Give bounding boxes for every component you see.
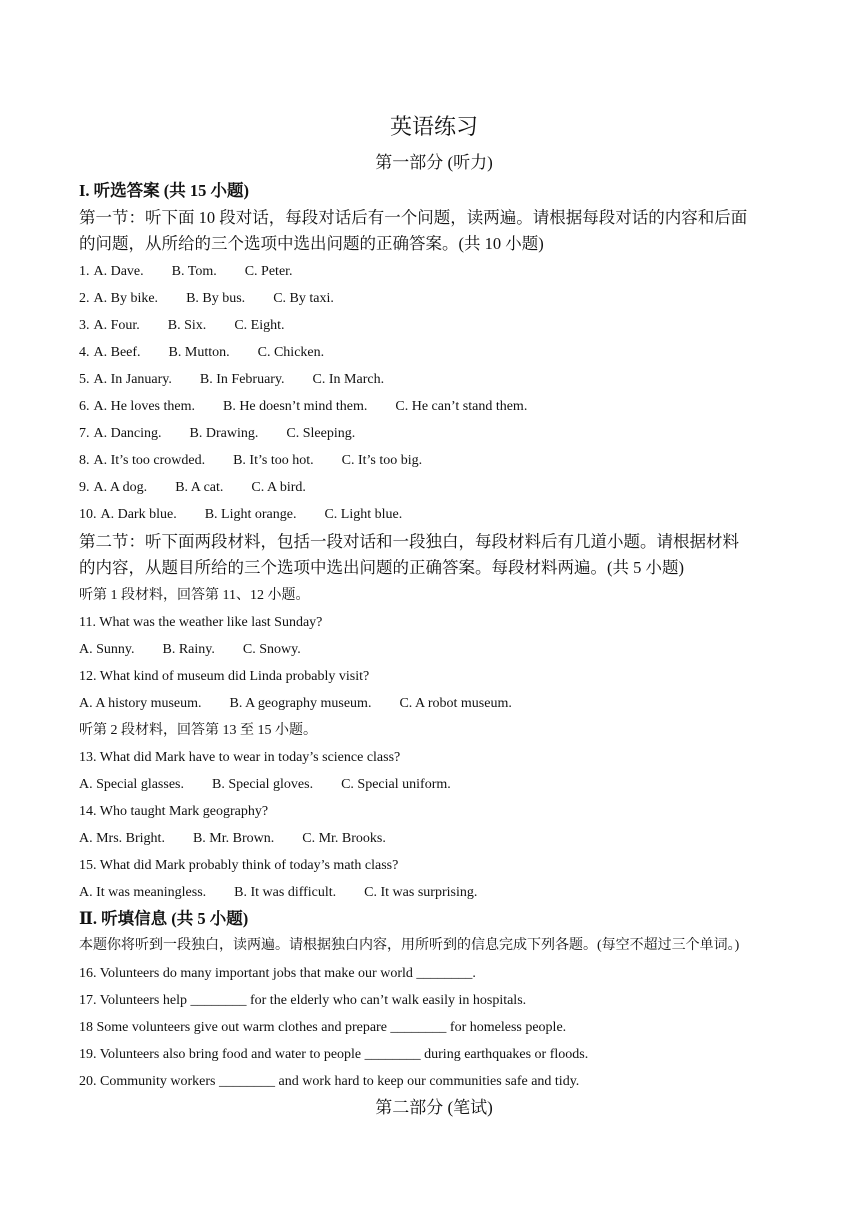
option[interactable]: B. Six. <box>167 318 207 333</box>
mcq-row <box>79 424 355 444</box>
part2-title: 第二部分 (笔试) <box>375 1098 493 1117</box>
question-number: 10. <box>79 507 97 522</box>
question-number: 1. <box>79 264 90 279</box>
question-number: 8. <box>79 453 90 468</box>
section1-intro2-line2: 的内容，从题目所给的三个选项中选出问题的正确答案。每段材料两遍。(共 5 小题) <box>79 558 684 577</box>
option[interactable]: C. Chicken. <box>257 345 325 360</box>
mcq-row <box>79 262 293 282</box>
option[interactable]: B. It’s too hot. <box>233 453 314 468</box>
option[interactable]: A. Dave. <box>93 264 144 279</box>
mcq-row <box>79 505 402 525</box>
fill-item-16: 16. Volunteers do many important jobs that make our world ________. <box>79 966 476 981</box>
question-15: 15. What did Mark probably think of today’s math class? <box>79 858 399 873</box>
fill-item-19: 19. Volunteers also bring food and water to people ________ during earthquakes or floods. <box>79 1047 589 1062</box>
option[interactable]: B. Special gloves. <box>211 777 314 792</box>
option[interactable]: A. By bike. <box>93 291 159 306</box>
question-14: 14. Who taught Mark geography? <box>79 804 269 819</box>
option[interactable]: B. By bus. <box>186 291 246 306</box>
option[interactable]: C. Eight. <box>234 318 285 333</box>
option[interactable]: A. It was meaningless. <box>79 885 207 900</box>
mcq-row <box>79 316 284 336</box>
material2-instruction: 听第 2 段材料，回答第 13 至 15 小题。 <box>79 723 317 738</box>
section2-heading: Ⅱ. 听填信息 (共 5 小题) <box>79 909 249 928</box>
part1-title: 第一部分 (听力) <box>375 153 493 172</box>
question-11-options <box>79 640 301 660</box>
mcq-row <box>79 397 527 417</box>
option[interactable]: B. A cat. <box>175 480 224 495</box>
option[interactable]: B. Mutton. <box>168 345 230 360</box>
option[interactable]: C. Snowy. <box>242 642 301 657</box>
question-number: 6. <box>79 399 90 414</box>
option[interactable]: C. Light blue. <box>324 507 403 522</box>
option[interactable]: A. He loves them. <box>93 399 195 414</box>
option[interactable]: A. In January. <box>93 372 172 387</box>
page-title: 英语练习 <box>389 114 478 139</box>
option[interactable]: A. A history museum. <box>79 696 202 711</box>
section1-intro-line1: 第一节：听下面 10 段对话，每段对话后有一个问题，读两遍。请根据每段对话的内容和后面 <box>79 208 748 227</box>
mcq-row <box>79 451 422 471</box>
fill-item-17: 17. Volunteers help ________ for the elderly who can’t walk easily in hospitals. <box>79 993 527 1008</box>
option[interactable]: B. Mr. Brown. <box>192 831 275 846</box>
mcq-row <box>79 343 324 363</box>
option[interactable]: C. He can’t stand them. <box>395 399 528 414</box>
option[interactable]: A. Dark blue. <box>100 507 177 522</box>
question-number: 9. <box>79 480 90 495</box>
option[interactable]: B. Rainy. <box>162 642 215 657</box>
option[interactable]: B. It was difficult. <box>234 885 337 900</box>
question-13: 13. What did Mark have to wear in today’s science class? <box>79 750 401 765</box>
option[interactable]: A. Mrs. Bright. <box>79 831 165 846</box>
section1-heading: I. 听选答案 (共 15 小题) <box>79 181 250 200</box>
option[interactable]: B. In February. <box>199 372 285 387</box>
option[interactable]: A. A dog. <box>93 480 148 495</box>
question-number: 7. <box>79 426 90 441</box>
option[interactable]: B. Light orange. <box>204 507 297 522</box>
option[interactable]: B. He doesn’t mind them. <box>222 399 368 414</box>
option[interactable]: B. A geography museum. <box>229 696 372 711</box>
mcq-row <box>79 289 334 309</box>
question-14-options <box>79 829 386 849</box>
question-15-options <box>79 883 477 903</box>
option[interactable]: C. By taxi. <box>273 291 334 306</box>
question-number: 4. <box>79 345 90 360</box>
question-13-options <box>79 775 451 795</box>
option[interactable]: A. Beef. <box>93 345 141 360</box>
option[interactable]: C. It was surprising. <box>364 885 478 900</box>
option[interactable]: A. Dancing. <box>93 426 162 441</box>
option[interactable]: C. A bird. <box>251 480 306 495</box>
option[interactable]: C. It’s too big. <box>341 453 423 468</box>
option[interactable]: C. In March. <box>312 372 385 387</box>
option[interactable]: A. Sunny. <box>79 642 135 657</box>
option[interactable]: A. Four. <box>93 318 140 333</box>
question-12: 12. What kind of museum did Linda probably visit? <box>79 669 370 684</box>
mcq-row <box>79 478 306 498</box>
question-11: 11. What was the weather like last Sunday? <box>79 615 323 630</box>
option[interactable]: A. Special glasses. <box>79 777 184 792</box>
fill-item-20: 20. Community workers ________ and work hard to keep our communities safe and tidy. <box>79 1074 580 1089</box>
option[interactable]: C. Peter. <box>244 264 293 279</box>
option[interactable]: B. Tom. <box>171 264 217 279</box>
mcq-row <box>79 370 384 390</box>
question-12-options <box>79 694 512 714</box>
material1-instruction: 听第 1 段材料，回答第 11、12 小题。 <box>79 588 310 603</box>
option[interactable]: C. A robot museum. <box>399 696 512 711</box>
option[interactable]: B. Drawing. <box>189 426 259 441</box>
section2-intro: 本题你将听到一段独白，读两遍。请根据独白内容，用所听到的信息完成下列各题。(每空不超过三个单词。) <box>79 938 740 953</box>
question-number: 5. <box>79 372 90 387</box>
question-number: 3. <box>79 318 90 333</box>
option[interactable]: C. Sleeping. <box>286 426 356 441</box>
option[interactable]: C. Special uniform. <box>341 777 451 792</box>
question-number: 2. <box>79 291 90 306</box>
fill-item-18: 18 Some volunteers give out warm clothes and prepare ________ for homeless people. <box>79 1020 567 1035</box>
section1-intro-line2: 的问题，从所给的三个选项中选出问题的正确答案。(共 10 小题) <box>79 234 544 253</box>
option[interactable]: A. It’s too crowded. <box>93 453 206 468</box>
section1-intro2-line1: 第二节：听下面两段材料，包括一段对话和一段独白，每段材料后有几道小题。请根据材料 <box>79 532 739 551</box>
option[interactable]: C. Mr. Brooks. <box>302 831 386 846</box>
